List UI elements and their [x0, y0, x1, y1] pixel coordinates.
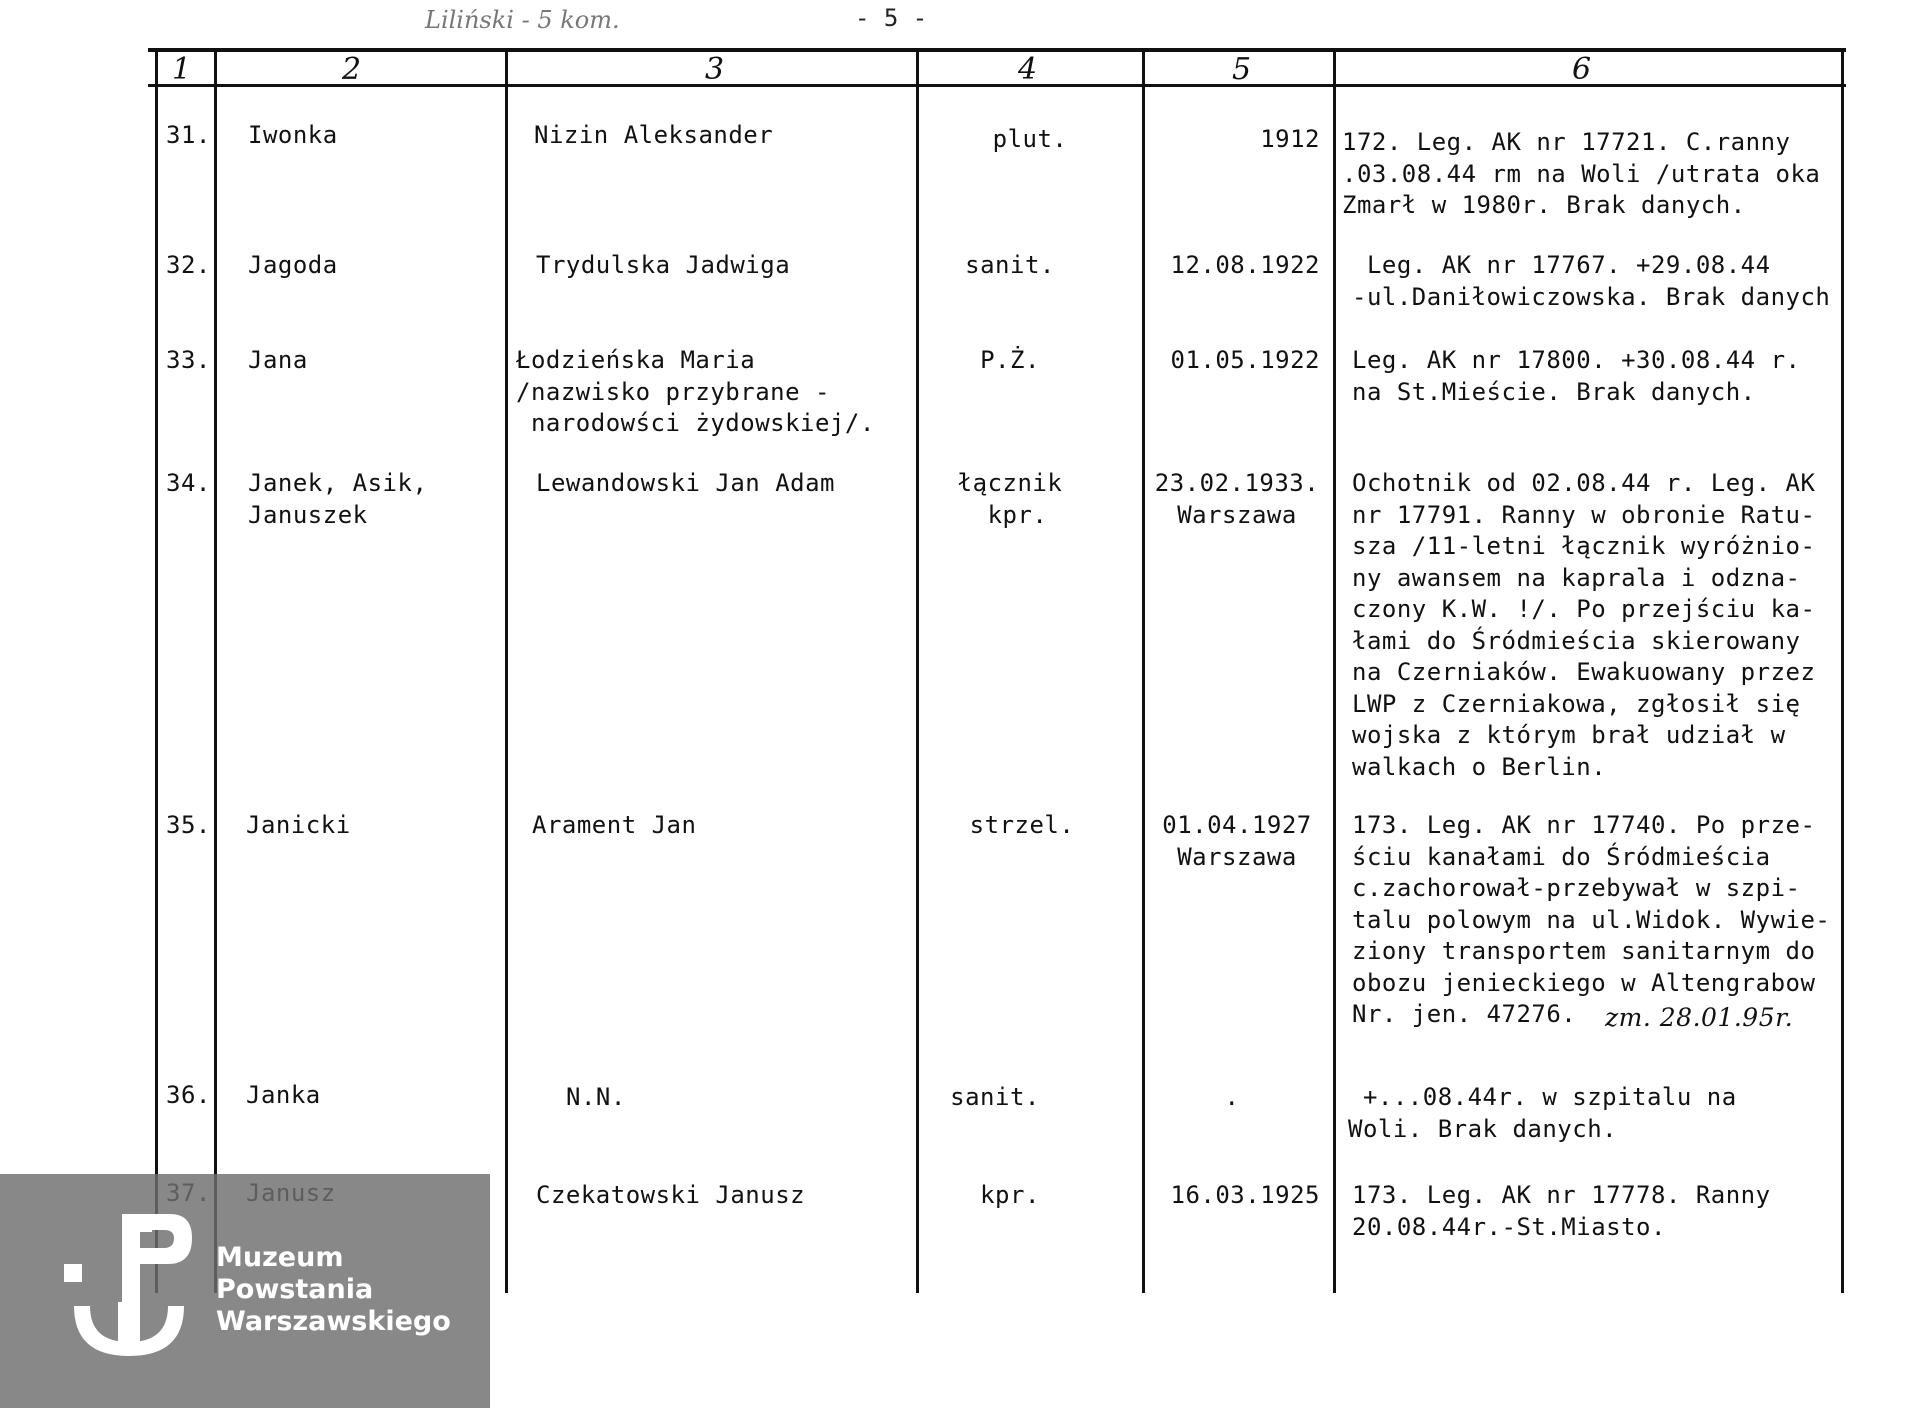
- museum-name-line: Muzeum: [216, 1242, 344, 1273]
- full-name: Arament Jan: [532, 811, 697, 839]
- column-header-6: 6: [1572, 52, 1592, 87]
- full-name: N.N.: [566, 1083, 626, 1111]
- column-divider: [1841, 48, 1844, 1293]
- column-divider: [155, 48, 158, 1293]
- full-name: Nizin Aleksander: [534, 121, 774, 149]
- pseudonym: Jagoda: [248, 251, 338, 279]
- column-header-5: 5: [1232, 52, 1252, 87]
- notes: 172. Leg. AK nr 17721. C.ranny .03.08.44 rm na Woli /utrata oka Zmarł w 1980r. Brak danych.: [1342, 128, 1821, 219]
- rank: sanit.: [965, 251, 1055, 279]
- notes: 173. Leg. AK nr 17740. Po prze- ściu kanałami do Śródmieścia c.zachorował-przebywał w szpi- talu polowym na ul.Widok. Wywie- ziony transportem sanitarnym do obozu jenieckiego w Altengrabow Nr. jen. 47276.: [1352, 811, 1831, 1028]
- full-name: Łodzieńska Maria /nazwisko przybrane - narodowści żydowskiej/.: [516, 346, 875, 437]
- rank: sanit.: [950, 1083, 1040, 1111]
- row-number: 31.: [166, 121, 211, 149]
- column-divider: [1333, 48, 1336, 1293]
- pseudonym: Janicki: [246, 811, 351, 839]
- birth-date: 01.05.1922: [1170, 346, 1320, 374]
- pseudonym: Iwonka: [248, 121, 338, 149]
- birth-date: .: [1224, 1083, 1240, 1111]
- birth-date: 16.03.1925: [1170, 1181, 1320, 1209]
- notes: +...08.44r. w szpitalu na Woli. Brak danych.: [1348, 1083, 1737, 1143]
- column-header-4: 4: [1018, 52, 1038, 87]
- notes: Leg. AK nr 17800. +30.08.44 r. na St.Mieście. Brak danych.: [1352, 346, 1801, 406]
- rank: kpr.: [980, 1181, 1040, 1209]
- birth-date: 12.08.1922: [1170, 251, 1320, 279]
- column-header-1: 1: [172, 52, 192, 87]
- notes: Leg. AK nr 17767. +29.08.44 -ul.Daniłowiczowska. Brak danych: [1352, 251, 1831, 311]
- museum-name-line: Warszawskiego: [216, 1306, 451, 1337]
- museum-name-line: Powstania: [216, 1274, 374, 1305]
- birth-date: 23.02.1933. Warszawa: [1154, 469, 1320, 529]
- pseudonym: Janka: [246, 1081, 321, 1109]
- handwritten-note: Liliński - 5 kom.: [425, 6, 620, 34]
- column-divider: [505, 48, 508, 1293]
- column-header-3: 3: [705, 52, 725, 87]
- kotwica-anchor-icon: [64, 1214, 194, 1364]
- column-divider: [214, 48, 217, 1293]
- rank: łącznik kpr.: [957, 469, 1063, 529]
- rank: plut.: [992, 125, 1068, 153]
- notes: 173. Leg. AK nr 17778. Ranny 20.08.44r.-St.Miasto.: [1352, 1181, 1771, 1241]
- museum-name: [216, 1242, 451, 1338]
- row-number: 34.: [166, 469, 211, 497]
- column-header-2: 2: [342, 52, 362, 87]
- notes: Ochotnik od 02.08.44 r. Leg. AK nr 17791. Ranny w obronie Ratu- sza /11-letni łącznik wyróżnio- ny awansem na kaprala i odzna- czony K.W. !/. Po przejściu ka- łami do Śródmieścia skierowany na Czerniaków. Ewakuowany przez LWP z Czerniakowa, zgłosił się wojska z którym brał udział w walkach o Berlin.: [1352, 469, 1816, 781]
- pseudonym: Jana: [248, 346, 308, 374]
- birth-date: 1912: [1260, 125, 1320, 153]
- row-number: 32.: [166, 251, 211, 279]
- full-name: Lewandowski Jan Adam: [536, 469, 835, 497]
- birth-date: 01.04.1927 Warszawa: [1162, 811, 1312, 871]
- full-name: Czekatowski Janusz: [536, 1181, 806, 1209]
- row-number: 33.: [166, 346, 211, 374]
- page-number: - 5 -: [855, 4, 928, 32]
- handwritten-date: zm. 28.01.95r.: [1605, 1003, 1794, 1032]
- museum-watermark: [0, 1174, 490, 1408]
- table-header-border: [148, 84, 1846, 87]
- rank: strzel.: [969, 811, 1075, 839]
- full-name: Trydulska Jadwiga: [536, 251, 791, 279]
- pseudonym: Janek, Asik, Januszek: [248, 469, 428, 529]
- table-top-border: [148, 48, 1846, 52]
- row-number: 35.: [166, 811, 211, 839]
- row-number: 36.: [166, 1081, 211, 1109]
- rank: P.Ż.: [980, 346, 1040, 374]
